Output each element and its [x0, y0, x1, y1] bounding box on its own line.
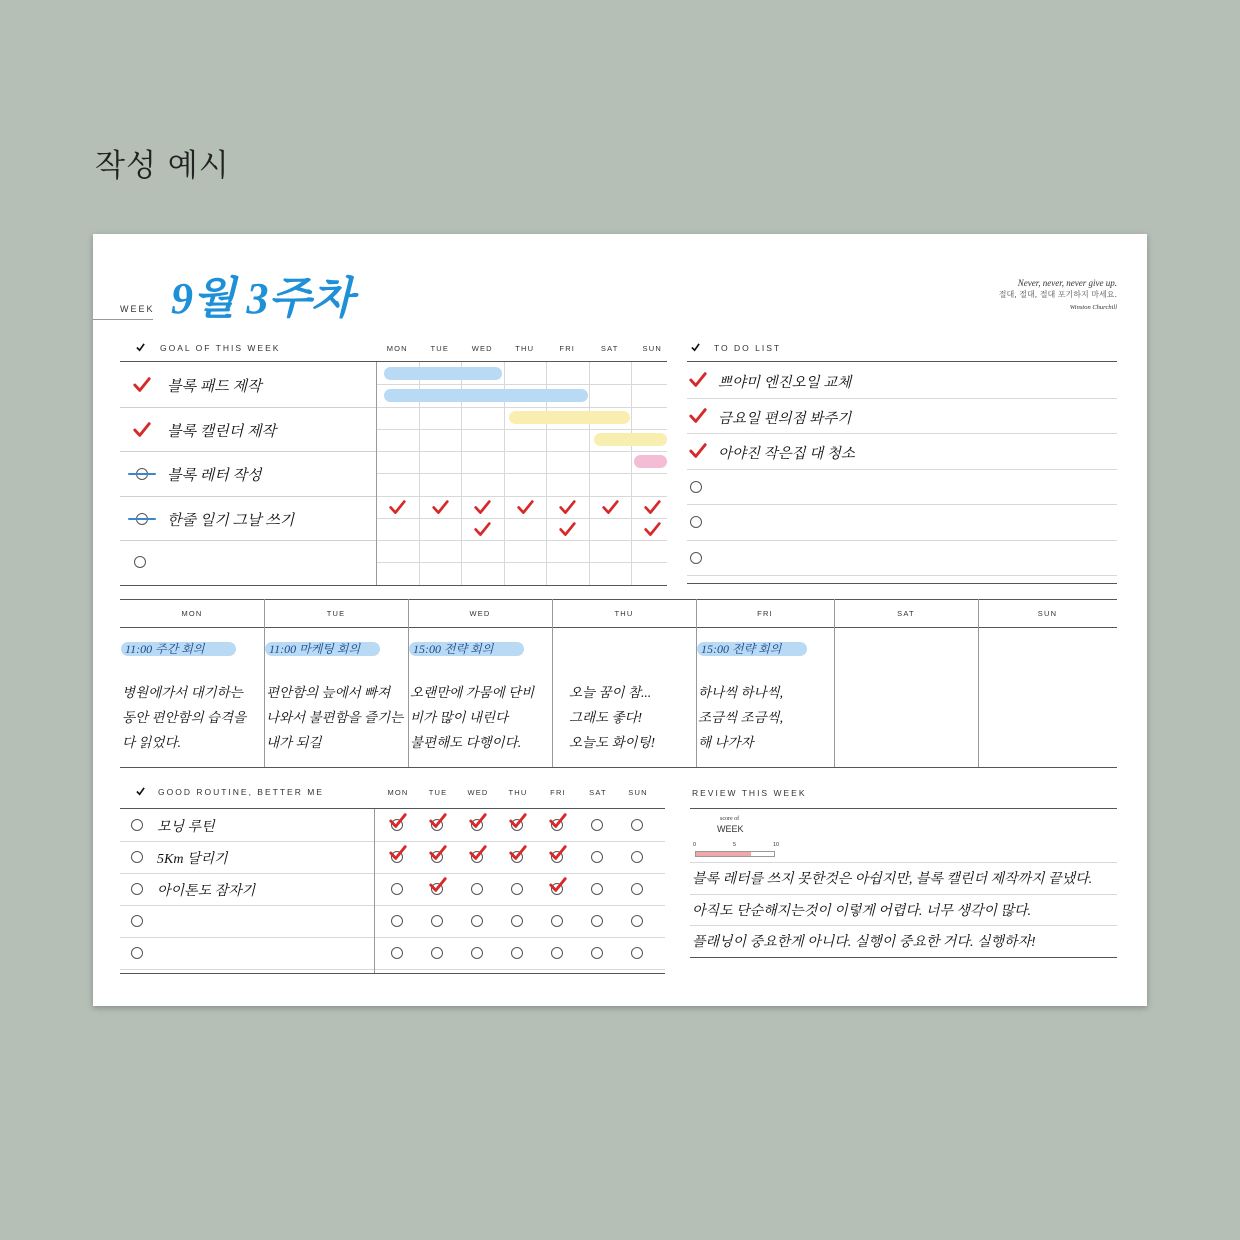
goal-empty-circle[interactable] [134, 556, 146, 568]
goal-day-header: SUN [642, 344, 662, 353]
routine-check-icon [469, 844, 487, 862]
week-title: 9월 3주차 [171, 274, 354, 323]
routine-circle[interactable] [131, 947, 143, 959]
daily-note-line: 동안 편안함의 습격을 [122, 710, 247, 725]
diary-check-icon [559, 499, 576, 516]
goal-day-header: TUE [430, 344, 450, 353]
goal-day-header: FRI [559, 344, 576, 353]
routine-circle[interactable] [131, 883, 143, 895]
daily-time-tag: 15:00 전략 회의 [697, 642, 807, 656]
gantt-bar-blue [384, 389, 588, 402]
goal-grid-line [376, 407, 667, 408]
goal-grid-col-line [631, 362, 632, 585]
daily-note-line: 나와서 불편함을 즐기는 [266, 710, 404, 725]
routine-day-circle[interactable] [511, 883, 523, 895]
caption: 작성 예시 [95, 148, 230, 184]
goal-text: 한줄 일기 그날 쓰기 [167, 512, 295, 529]
todo-row-line [687, 398, 1117, 399]
todo-title: TO DO LIST [714, 343, 782, 353]
goal-header-line [120, 361, 667, 362]
goal-grid-divider [376, 362, 377, 585]
routine-check-icon [509, 844, 527, 862]
goal-cancelled-icon [134, 466, 150, 482]
routine-day-circle[interactable] [391, 883, 403, 895]
routine-day-circle[interactable] [391, 947, 403, 959]
routine-check-icon [549, 844, 567, 862]
daily-note-line: 내가 되길 [266, 735, 322, 750]
routine-grid-divider [374, 809, 375, 973]
goal-row-line [120, 540, 376, 541]
routine-row-line [120, 873, 665, 874]
review-line-text: 아직도 단순해지는것이 이렇게 어렵다. 너무 생각이 많다. [692, 903, 1032, 919]
diary-check-icon [474, 499, 491, 516]
routine-day-circle[interactable] [591, 947, 603, 959]
goal-header-check-icon [136, 343, 145, 352]
routine-circle[interactable] [131, 819, 143, 831]
routine-day-circle[interactable] [591, 883, 603, 895]
week-label: WEEK [120, 304, 155, 314]
daily-col-line [978, 599, 979, 767]
daily-time-tag: 11:00 마케팅 회의 [265, 642, 380, 656]
cancel-stroke [128, 518, 156, 520]
quote-korean: 절대, 절대, 절대 포기하지 마세요. [998, 290, 1117, 299]
routine-header-check-icon [136, 787, 145, 796]
daily-day-header: THU [614, 609, 634, 618]
daily-time-tag: 11:00 주간 회의 [121, 642, 236, 656]
routine-check-icon [429, 844, 447, 862]
daily-day-header: MON [181, 609, 203, 618]
todo-row-line [687, 469, 1117, 470]
review-line-text: 블록 레터를 쓰지 못한것은 아쉽지만, 블록 캘린더 제작까지 끝냈다. [692, 872, 1093, 887]
routine-check-icon [389, 812, 407, 830]
quote-english: Never, never, never give up. [1017, 278, 1117, 288]
routine-row-line [120, 841, 665, 842]
todo-empty-circle[interactable] [690, 481, 702, 493]
todo-text: 아야진 작은집 대 청소 [718, 446, 855, 462]
review-line-text: 플래닝이 중요한게 아니다. 실행이 중요한 거다. 실행하자! [692, 935, 1036, 950]
routine-circle[interactable] [131, 851, 143, 863]
goal-day-header: MON [386, 344, 408, 353]
cancel-stroke [128, 473, 156, 475]
goal-grid-line [376, 562, 667, 563]
todo-done-check-icon [689, 407, 707, 425]
gantt-bar-yellow [509, 411, 631, 424]
goal-text: 블록 캘린더 제작 [167, 423, 276, 440]
routine-day-circle[interactable] [471, 947, 483, 959]
score-scale-label: 0 [693, 842, 697, 848]
gantt-bar-blue [384, 367, 502, 380]
quote-author: Winston Churchill [1069, 304, 1117, 311]
routine-bottom-line [120, 973, 665, 974]
daily-day-header: FRI [757, 609, 773, 618]
todo-done-check-icon [689, 442, 707, 460]
routine-day-circle[interactable] [631, 947, 643, 959]
gantt-bar-yellow [594, 433, 667, 446]
score-label: WEEK [717, 824, 744, 834]
routine-row-line [120, 905, 665, 906]
diary-check-icon [644, 499, 661, 516]
goal-grid-col-line [589, 362, 590, 585]
routine-day-circle[interactable] [631, 851, 643, 863]
routine-day-circle[interactable] [511, 915, 523, 927]
routine-day-header: MON [387, 788, 409, 797]
daily-note-line: 그래도 좋다! [569, 710, 643, 725]
routine-header-line [120, 808, 665, 809]
routine-row-line [120, 937, 665, 938]
review-row-line [690, 862, 1117, 863]
daily-col-line [552, 599, 553, 767]
diary-check-icon [602, 499, 619, 516]
daily-day-header: SAT [897, 609, 915, 618]
routine-day-header: SAT [589, 788, 607, 797]
review-title: REVIEW THIS WEEK [692, 788, 807, 798]
goal-done-check-icon [133, 421, 151, 439]
routine-title: GOOD ROUTINE, BETTER ME [158, 787, 324, 797]
score-scale-label: 5 [733, 842, 737, 848]
daily-day-header: WED [469, 609, 491, 618]
daily-col-line [264, 599, 265, 767]
todo-row-line [687, 433, 1117, 434]
daily-header-line [120, 627, 1117, 628]
goal-title: GOAL OF THIS WEEK [160, 343, 281, 353]
daily-note-line: 조금씩 조금씩, [698, 710, 783, 725]
todo-row-line [687, 575, 1117, 576]
goal-day-header: SAT [600, 344, 619, 353]
todo-text: 쁘야미 엔진오일 교체 [718, 375, 852, 391]
goal-text: 블록 패드 제작 [167, 379, 262, 395]
routine-day-circle[interactable] [591, 819, 603, 831]
daily-note-line: 하나씩 하나씩, [698, 685, 783, 700]
routine-day-circle[interactable] [511, 947, 523, 959]
routine-day-circle[interactable] [471, 915, 483, 927]
goal-text: 블록 레터 작성 [167, 468, 262, 484]
goal-day-header: WED [471, 344, 493, 353]
routine-day-circle[interactable] [631, 819, 643, 831]
routine-check-icon [509, 812, 527, 830]
goal-grid-line [376, 496, 667, 497]
routine-day-header: THU [508, 788, 528, 797]
routine-day-header: SUN [628, 788, 648, 797]
daily-col-line [834, 599, 835, 767]
todo-done-check-icon [689, 371, 707, 389]
daily-day-header: TUE [326, 609, 346, 618]
diary-check-icon [474, 521, 491, 538]
daily-note-line: 병원에가서 대기하는 [122, 685, 243, 700]
goal-grid-line [376, 384, 667, 385]
routine-text: 5Km 달리기 [157, 852, 228, 867]
routine-check-icon [549, 812, 567, 830]
daily-note-line: 다 읽었다. [122, 735, 181, 750]
goal-cancelled-icon [134, 511, 150, 527]
routine-circle[interactable] [131, 915, 143, 927]
routine-day-circle[interactable] [631, 883, 643, 895]
todo-row-line [687, 540, 1117, 541]
routine-day-circle[interactable] [471, 883, 483, 895]
goal-grid-line [376, 429, 667, 430]
todo-row-line [687, 504, 1117, 505]
routine-text: 아이톤도 잠자기 [157, 884, 256, 899]
gantt-bar-pink [634, 455, 667, 468]
daily-col-line [696, 599, 697, 767]
routine-day-circle[interactable] [551, 947, 563, 959]
goal-grid-line [376, 518, 667, 519]
goal-grid-line [376, 473, 667, 474]
score-gauge-fill [696, 852, 751, 856]
routine-row-line [120, 969, 665, 970]
daily-top-line [120, 599, 1117, 600]
goal-done-check-icon [133, 376, 151, 394]
goal-grid-line [376, 540, 667, 541]
daily-note-line: 오랜만에 가뭄에 단비 [410, 685, 535, 700]
diary-check-icon [644, 521, 661, 538]
review-header-line [690, 808, 1117, 809]
routine-text: 모닝 루틴 [157, 820, 215, 835]
week-underline [93, 319, 153, 320]
routine-day-circle[interactable] [431, 947, 443, 959]
goal-day-header: THU [515, 344, 535, 353]
todo-bottom-line [687, 583, 1117, 584]
routine-check-icon [429, 812, 447, 830]
routine-day-circle[interactable] [591, 915, 603, 927]
goal-row-line [120, 407, 376, 408]
routine-day-circle[interactable] [591, 851, 603, 863]
review-row-line [690, 925, 1117, 926]
daily-note-line: 불편해도 다행이다. [410, 735, 522, 750]
todo-header-line [687, 361, 1117, 362]
routine-day-header: TUE [428, 788, 448, 797]
goal-row-line [120, 496, 376, 497]
daily-note-line: 오늘 꿈이 참... [569, 685, 652, 700]
routine-day-header: FRI [550, 788, 566, 797]
diary-check-icon [559, 521, 576, 538]
todo-text: 금요일 편의점 봐주기 [718, 410, 852, 427]
goal-grid-line [376, 451, 667, 452]
diary-check-icon [389, 499, 406, 516]
routine-day-header: WED [467, 788, 489, 797]
routine-check-icon [549, 876, 567, 894]
daily-col-line [408, 599, 409, 767]
todo-header-check-icon [691, 343, 700, 352]
score-label-small: score of [720, 816, 740, 822]
daily-note-line: 해 나가자 [698, 735, 754, 750]
routine-check-icon [429, 876, 447, 894]
daily-time-tag: 15:00 전략 회의 [409, 642, 524, 656]
routine-day-circle[interactable] [551, 915, 563, 927]
score-scale-label: 10 [773, 842, 780, 848]
todo-empty-circle[interactable] [690, 516, 702, 528]
daily-note-line: 비가 많이 내린다 [410, 710, 509, 725]
review-row-line [690, 894, 1117, 895]
routine-day-circle[interactable] [391, 915, 403, 927]
routine-day-circle[interactable] [631, 915, 643, 927]
daily-note-line: 편안함의 늪에서 빠져 [266, 685, 391, 700]
daily-day-header: SUN [1037, 609, 1058, 618]
routine-check-icon [389, 844, 407, 862]
diary-check-icon [517, 499, 534, 516]
daily-bottom-line [120, 767, 1117, 768]
diary-check-icon [432, 499, 449, 516]
goal-row-line [120, 451, 376, 452]
review-row-line [690, 957, 1117, 958]
routine-check-icon [469, 812, 487, 830]
quote-block [877, 278, 1117, 311]
daily-note-line: 오늘도 화이팅! [569, 735, 656, 750]
weekly-planner-sheet [93, 234, 1147, 1006]
todo-empty-circle[interactable] [690, 552, 702, 564]
goal-bottom-line [120, 585, 667, 586]
routine-day-circle[interactable] [431, 915, 443, 927]
